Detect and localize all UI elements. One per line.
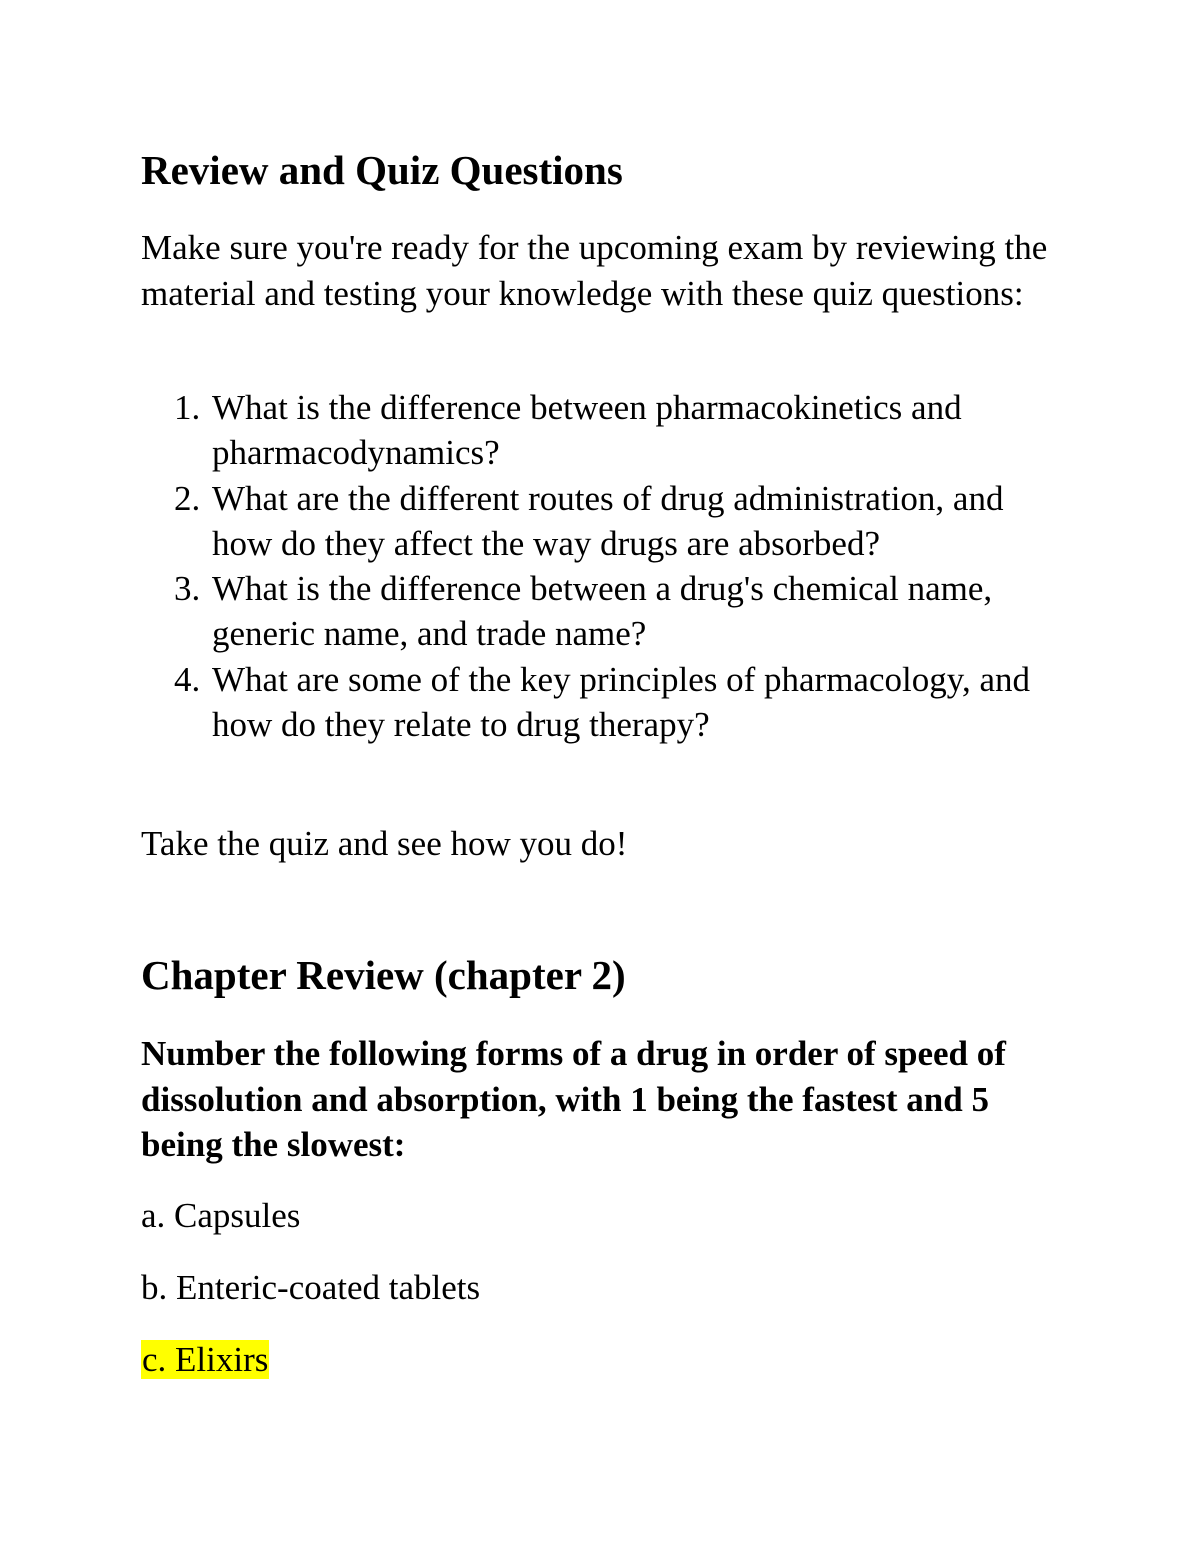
list-item-text: What is the difference between pharmacokinetics and pharmacodynamics? — [212, 388, 962, 473]
list-item-number: 2. — [174, 478, 201, 518]
option-text: b. Enteric-coated tablets — [141, 1268, 481, 1307]
list-item-number: 1. — [174, 388, 201, 427]
intro-paragraph: Make sure you're ready for the upcoming exam by reviewing the material and testing your knowledge with these quiz questions: — [141, 228, 1048, 313]
highlighted-option-text: c. Elixirs — [142, 1340, 269, 1379]
list-item-text: What are the different routes of drug administration, and how do they affect the way drugs are absorbed? — [212, 478, 1004, 563]
section-heading-review-quiz: Review and Quiz Questions — [141, 147, 623, 193]
list-item-text: What are some of the key principles of pharmacology, and how do they relate to drug therapy? — [212, 659, 1030, 745]
list-item — [141, 476, 1071, 567]
option-capsules — [141, 1193, 300, 1239]
instruction-paragraph: Number the following forms of a drug in order of speed of dissolution and absorption, with 1 being the fastest and 5 being the slowest: — [141, 1034, 1006, 1164]
list-item-number: 4. — [174, 659, 201, 699]
closing-paragraph: Take the quiz and see how you do! — [141, 824, 628, 863]
list-item-text: What is the difference between a drug's chemical name, generic name, and trade name? — [212, 569, 993, 654]
option-elixirs — [141, 1337, 269, 1383]
list-item — [141, 657, 1071, 748]
list-item — [141, 385, 1071, 476]
option-text: a. Capsules — [141, 1196, 301, 1235]
quiz-questions-list — [141, 385, 1071, 747]
section-heading-chapter-review: Chapter Review (chapter 2) — [141, 952, 626, 998]
option-enteric-coated-tablets — [141, 1265, 480, 1311]
list-item-number: 3. — [174, 569, 201, 609]
list-item — [141, 566, 1071, 657]
